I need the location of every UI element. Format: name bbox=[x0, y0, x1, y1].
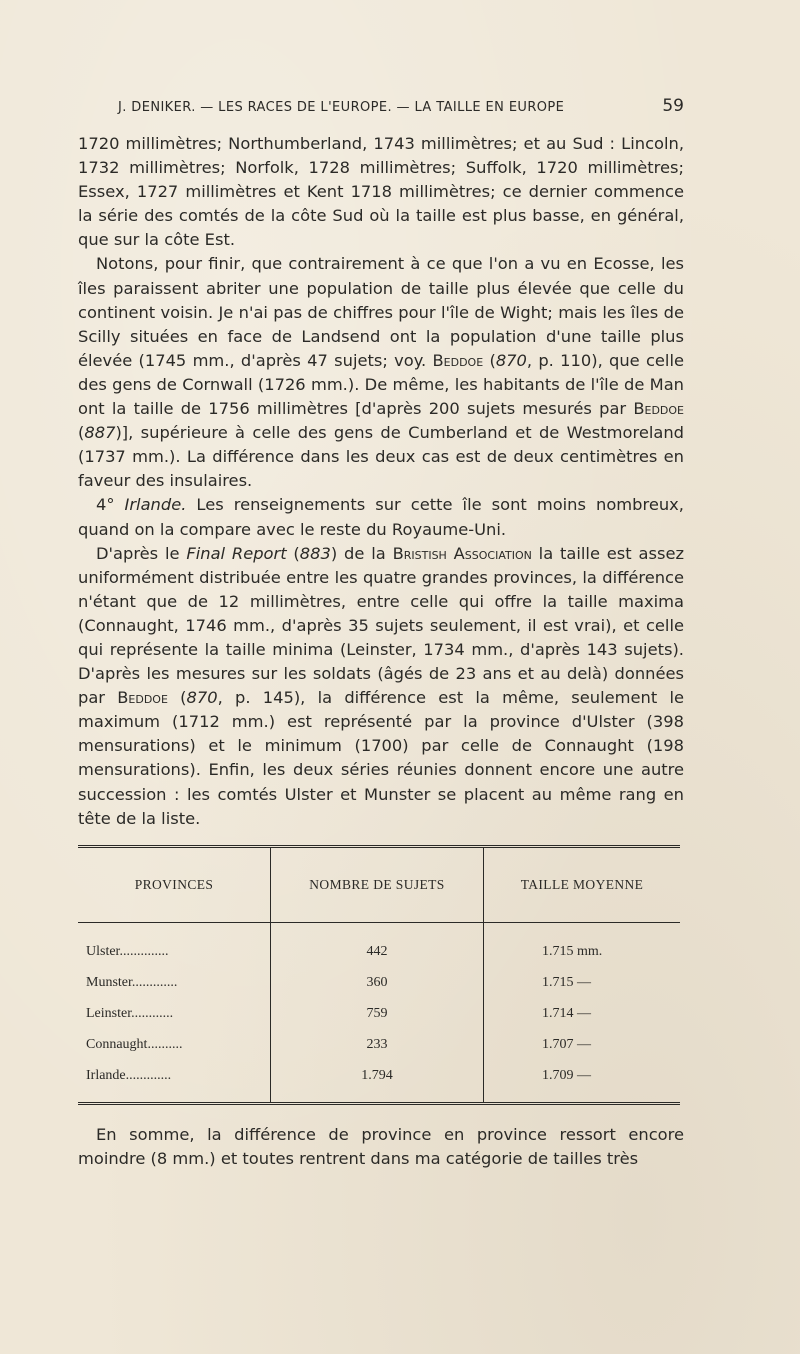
table-row bbox=[78, 968, 680, 999]
provinces-table bbox=[78, 845, 680, 1105]
paragraph-3 bbox=[78, 493, 684, 541]
taille-cell: 1.709 — bbox=[484, 1061, 681, 1104]
section-number: 4° bbox=[96, 495, 125, 515]
p4-text-d: , p. 145), la différence est la même, seulement le maximum (1712 mm.) est représenté par la province d'Ulster (398 mensurations) et le minimum (1700) par celle de Connaught (198 mensurations). Enfin, les deux séries réunies donnent encore une autre succession : les comtés Ulster et Munster se placent au même rang en tête de la liste. bbox=[78, 688, 685, 828]
association-name: Bristish Association bbox=[392, 543, 532, 563]
sujets-cell: 442 bbox=[271, 922, 484, 968]
province-cell: Connaught.......... bbox=[86, 1037, 183, 1053]
p3-text: Les renseignements sur cette île sont moins nombreux, quand on la compare avec le reste du Royaume-Uni. bbox=[78, 495, 684, 539]
reference-number: 883 bbox=[299, 543, 331, 563]
sujets-cell: 759 bbox=[271, 999, 484, 1030]
taille-cell: 1.715 — bbox=[484, 968, 681, 999]
page-number: 59 bbox=[662, 96, 684, 116]
book-page bbox=[78, 96, 684, 1171]
province-cell: Irlande............. bbox=[86, 1068, 172, 1084]
taille-cell: 1.714 — bbox=[484, 999, 681, 1030]
reference-number: 870 bbox=[495, 350, 527, 370]
table-row bbox=[78, 922, 680, 968]
running-header bbox=[118, 96, 684, 116]
author-beddoe: Beddoe bbox=[117, 688, 168, 708]
body-text-after-table bbox=[78, 1123, 684, 1171]
province-cell: Munster............. bbox=[86, 975, 178, 991]
p4-text-a: D'après le bbox=[96, 543, 187, 563]
report-title: Final Report bbox=[186, 543, 287, 563]
taille-cell: 1.715 mm. bbox=[484, 922, 681, 968]
sujets-cell: 360 bbox=[271, 968, 484, 999]
p2-text-a: Notons, pour finir, que contrairement à ce que l'on a vu en Ecosse, les îles paraissent abriter une population de taille plus élevée que celle du continent voisin. Je n'ai pas de chiffres pour l'île de Wight; mais les îles de Scilly situées en face de Landsend ont la population d'une taille plus élevée (1745 mm., d'après 47 sujets; voy. bbox=[78, 254, 684, 370]
taille-cell: 1.707 — bbox=[484, 1030, 681, 1061]
paragraph-5: En somme, la différence de province en province ressort encore moindre (8 mm.) et toutes rentrent dans ma catégorie de tailles très bbox=[78, 1124, 684, 1168]
sujets-cell: 233 bbox=[271, 1030, 484, 1061]
table-row bbox=[78, 999, 680, 1030]
p4-paren: ( bbox=[167, 688, 187, 708]
reference-number: 887 bbox=[84, 423, 116, 443]
p4-text-c: la taille est assez uniformément distribuée entre les quatre grandes provinces, la différence n'étant que de 12 millimètres, entre celle qui offre la taille maxima (Connaught, 1746 mm., d'après 35 sujets seulement, il est vrai), et celle qui représente la taille minima (Leinster, 1734 mm., d'après 143 sujets). D'après les mesures sur les soldats (âgés de 23 ans et au delà) données par bbox=[78, 543, 685, 708]
p2-text-b: , p. 110), que celle des gens de Cornwall (1726 mm.). De même, les habitants de l'île de Man ont la taille de 1756 millimètres [d'après 200 sujets mesurés par bbox=[78, 350, 684, 419]
province-cell: Leinster............ bbox=[86, 1006, 174, 1022]
p4-paren: ( bbox=[286, 543, 300, 563]
province-cell: Ulster.............. bbox=[86, 944, 169, 960]
p4-text-b: ) de la bbox=[330, 543, 393, 563]
sujets-cell: 1.794 bbox=[271, 1061, 484, 1104]
paragraph-2 bbox=[78, 252, 684, 493]
p2-text-c: )], supérieure à celle des gens de Cumberland et de Westmoreland (1737 mm.). La différence dans les deux cas est de deux centimètres en faveur des insulaires. bbox=[78, 423, 684, 491]
column-header-taille: TAILLE MOYENNE bbox=[484, 846, 681, 922]
section-title: Irlande. bbox=[124, 495, 187, 515]
table-header-row bbox=[78, 846, 680, 922]
reference-number: 870 bbox=[186, 688, 218, 708]
table-row bbox=[78, 1030, 680, 1061]
body-text bbox=[78, 132, 684, 831]
p2-paren: ( bbox=[78, 423, 85, 443]
column-header-sujets: NOMBRE DE SUJETS bbox=[271, 846, 484, 922]
column-header-provinces: PROVINCES bbox=[78, 846, 271, 922]
paragraph-4 bbox=[78, 542, 684, 831]
paragraph-1: 1720 millimètres; Northumberland, 1743 millimètres; et au Sud : Lincoln, 1732 millimètres; Norfolk, 1728 millimètres; Suffolk, 1720 millimètres; Essex, 1727 millimètres et Kent 1718 millimètres; ce dernier commence la série des comtés de la côte Sud où la taille est plus basse, en général, que sur la côte Est. bbox=[78, 134, 684, 250]
p2-paren: ( bbox=[483, 350, 496, 370]
running-head-title: J. DENIKER. — LES RACES DE L'EUROPE. — LA TAILLE EN EUROPE bbox=[118, 100, 565, 115]
author-beddoe: Beddoe bbox=[432, 350, 484, 370]
author-beddoe: Beddoe bbox=[633, 399, 684, 419]
table-row bbox=[78, 1061, 680, 1104]
